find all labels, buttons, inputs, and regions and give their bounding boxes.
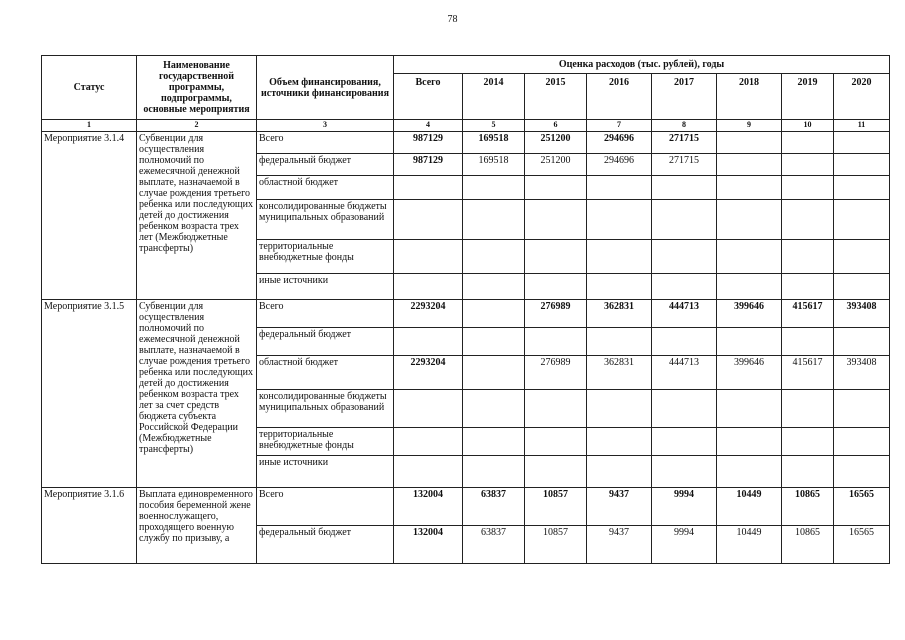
year-value-cell	[717, 240, 782, 274]
year-value-cell: 63837	[463, 526, 525, 564]
total-value-cell	[394, 390, 463, 428]
header-year: 2018	[717, 74, 782, 120]
year-value-cell	[463, 328, 525, 356]
year-value-cell	[652, 390, 717, 428]
funding-source-cell: консолидированные бюджеты муниципальных образований	[257, 200, 394, 240]
funding-source-cell: иные источники	[257, 456, 394, 488]
funding-source-cell: территориальные внебюджетные фонды	[257, 428, 394, 456]
status-cell: Мероприятие 3.1.5	[42, 300, 137, 488]
year-value-cell	[717, 428, 782, 456]
year-value-cell: 16565	[834, 526, 890, 564]
year-value-cell	[587, 240, 652, 274]
column-number: 5	[463, 120, 525, 132]
year-value-cell	[834, 200, 890, 240]
funding-source-cell: территориальные внебюджетные фонды	[257, 240, 394, 274]
year-value-cell	[834, 390, 890, 428]
funding-source-cell: федеральный бюджет	[257, 526, 394, 564]
year-value-cell	[463, 176, 525, 200]
year-value-cell	[525, 428, 587, 456]
funding-source-cell: Всего	[257, 132, 394, 154]
year-value-cell: 393408	[834, 356, 890, 390]
year-value-cell	[652, 274, 717, 300]
year-value-cell	[463, 390, 525, 428]
year-value-cell	[463, 356, 525, 390]
year-value-cell	[834, 132, 890, 154]
total-value-cell: 987129	[394, 154, 463, 176]
funding-source-cell: федеральный бюджет	[257, 154, 394, 176]
year-value-cell	[463, 300, 525, 328]
year-value-cell	[782, 200, 834, 240]
year-value-cell	[652, 240, 717, 274]
year-value-cell	[717, 274, 782, 300]
year-value-cell: 10449	[717, 526, 782, 564]
year-value-cell	[587, 176, 652, 200]
year-value-cell: 362831	[587, 300, 652, 328]
column-number: 3	[257, 120, 394, 132]
header-estimate: Оценка расходов (тыс. рублей), годы	[394, 56, 890, 74]
year-value-cell	[587, 200, 652, 240]
funding-source-cell: областной бюджет	[257, 356, 394, 390]
header-year: 2016	[587, 74, 652, 120]
column-number-row	[42, 120, 890, 132]
year-value-cell	[587, 428, 652, 456]
funding-source-cell: областной бюджет	[257, 176, 394, 200]
funding-source-cell: Всего	[257, 488, 394, 526]
year-value-cell	[525, 456, 587, 488]
year-value-cell	[717, 456, 782, 488]
funding-source-cell: консолидированные бюджеты муниципальных образований	[257, 390, 394, 428]
year-value-cell	[525, 240, 587, 274]
year-value-cell	[587, 328, 652, 356]
year-value-cell: 393408	[834, 300, 890, 328]
header-year: 2015	[525, 74, 587, 120]
year-value-cell: 444713	[652, 300, 717, 328]
column-number: 2	[137, 120, 257, 132]
year-value-cell	[587, 456, 652, 488]
year-value-cell	[652, 328, 717, 356]
total-value-cell: 132004	[394, 488, 463, 526]
header-year: 2017	[652, 74, 717, 120]
table-row	[42, 488, 890, 526]
column-number: 7	[587, 120, 652, 132]
header-name: Наименование государственной программы, подпрограммы, основные мероприятия	[137, 56, 257, 120]
year-value-cell: 9994	[652, 526, 717, 564]
year-value-cell	[834, 274, 890, 300]
year-value-cell: 10449	[717, 488, 782, 526]
total-value-cell	[394, 328, 463, 356]
column-number: 4	[394, 120, 463, 132]
total-value-cell: 132004	[394, 526, 463, 564]
year-value-cell: 16565	[834, 488, 890, 526]
year-value-cell: 415617	[782, 300, 834, 328]
header-year: 2014	[463, 74, 525, 120]
year-value-cell: 276989	[525, 300, 587, 328]
year-value-cell	[717, 390, 782, 428]
year-value-cell	[652, 428, 717, 456]
year-value-cell	[834, 240, 890, 274]
total-value-cell	[394, 274, 463, 300]
year-value-cell	[717, 132, 782, 154]
year-value-cell: 362831	[587, 356, 652, 390]
total-value-cell	[394, 428, 463, 456]
year-value-cell	[782, 390, 834, 428]
year-value-cell: 10865	[782, 526, 834, 564]
funding-source-cell: иные источники	[257, 274, 394, 300]
year-value-cell	[525, 200, 587, 240]
year-value-cell: 251200	[525, 132, 587, 154]
status-cell: Мероприятие 3.1.4	[42, 132, 137, 300]
column-number: 11	[834, 120, 890, 132]
year-value-cell	[652, 176, 717, 200]
year-value-cell	[782, 328, 834, 356]
year-value-cell: 10857	[525, 526, 587, 564]
column-number: 10	[782, 120, 834, 132]
status-cell: Мероприятие 3.1.6	[42, 488, 137, 564]
year-value-cell: 169518	[463, 132, 525, 154]
year-value-cell	[782, 176, 834, 200]
year-value-cell: 399646	[717, 300, 782, 328]
year-value-cell	[782, 428, 834, 456]
column-number: 6	[525, 120, 587, 132]
year-value-cell	[463, 428, 525, 456]
year-value-cell	[525, 328, 587, 356]
total-value-cell	[394, 200, 463, 240]
year-value-cell: 294696	[587, 154, 652, 176]
year-value-cell	[525, 274, 587, 300]
year-value-cell: 415617	[782, 356, 834, 390]
program-name-cell: Субвенции для осуществления полномочий по ежемесячной денежной выплате, назначаемой в случае рождения третьего ребенка или последующих детей до достижения ребенком возраста трех лет за счет средств бюджета субъекта Российской Федерации (Межбюджетные трансферты)	[137, 300, 257, 488]
column-number: 9	[717, 120, 782, 132]
year-value-cell: 9437	[587, 526, 652, 564]
year-value-cell	[834, 456, 890, 488]
year-value-cell	[717, 176, 782, 200]
year-value-cell: 294696	[587, 132, 652, 154]
year-value-cell	[463, 274, 525, 300]
year-value-cell	[782, 240, 834, 274]
year-value-cell: 10857	[525, 488, 587, 526]
year-value-cell: 276989	[525, 356, 587, 390]
year-value-cell: 169518	[463, 154, 525, 176]
total-value-cell: 2293204	[394, 300, 463, 328]
year-value-cell	[652, 456, 717, 488]
financing-table	[41, 55, 890, 564]
column-number: 1	[42, 120, 137, 132]
total-value-cell	[394, 240, 463, 274]
year-value-cell: 444713	[652, 356, 717, 390]
total-value-cell: 2293204	[394, 356, 463, 390]
year-value-cell: 399646	[717, 356, 782, 390]
year-value-cell: 9994	[652, 488, 717, 526]
year-value-cell	[782, 132, 834, 154]
year-value-cell: 10865	[782, 488, 834, 526]
year-value-cell	[834, 428, 890, 456]
year-value-cell: 271715	[652, 154, 717, 176]
year-value-cell: 63837	[463, 488, 525, 526]
year-value-cell	[463, 200, 525, 240]
total-value-cell	[394, 456, 463, 488]
program-name-cell: Выплата единовременного пособия беременной жене военнослужащего, проходящего военную службу по призыву, а	[137, 488, 257, 564]
funding-source-cell: Всего	[257, 300, 394, 328]
program-name-cell: Субвенции для осуществления полномочий по ежемесячной денежной выплате, назначаемой в случае рождения третьего ребенка или последующих детей до достижения ребенком возраста трех лет (Межбюджетные трансферты)	[137, 132, 257, 300]
year-value-cell	[834, 176, 890, 200]
year-value-cell	[717, 200, 782, 240]
year-value-cell	[717, 154, 782, 176]
header-volume: Объем финансирования, источники финансирования	[257, 56, 394, 120]
header-year: 2020	[834, 74, 890, 120]
year-value-cell	[525, 390, 587, 428]
year-value-cell	[587, 274, 652, 300]
year-value-cell: 9437	[587, 488, 652, 526]
year-value-cell: 251200	[525, 154, 587, 176]
total-value-cell	[394, 176, 463, 200]
year-value-cell: 271715	[652, 132, 717, 154]
year-value-cell	[587, 390, 652, 428]
year-value-cell	[834, 328, 890, 356]
year-value-cell	[782, 456, 834, 488]
funding-source-cell: федеральный бюджет	[257, 328, 394, 356]
total-value-cell: 987129	[394, 132, 463, 154]
page-number: 78	[447, 14, 458, 25]
year-value-cell	[717, 328, 782, 356]
header-year: 2019	[782, 74, 834, 120]
year-value-cell	[463, 456, 525, 488]
year-value-cell	[652, 200, 717, 240]
header-total: Всего	[394, 74, 463, 120]
header-status: Статус	[42, 56, 137, 120]
column-number: 8	[652, 120, 717, 132]
table-row	[42, 132, 890, 154]
year-value-cell	[782, 154, 834, 176]
year-value-cell	[782, 274, 834, 300]
year-value-cell	[834, 154, 890, 176]
table-row	[42, 300, 890, 328]
year-value-cell	[463, 240, 525, 274]
year-value-cell	[525, 176, 587, 200]
